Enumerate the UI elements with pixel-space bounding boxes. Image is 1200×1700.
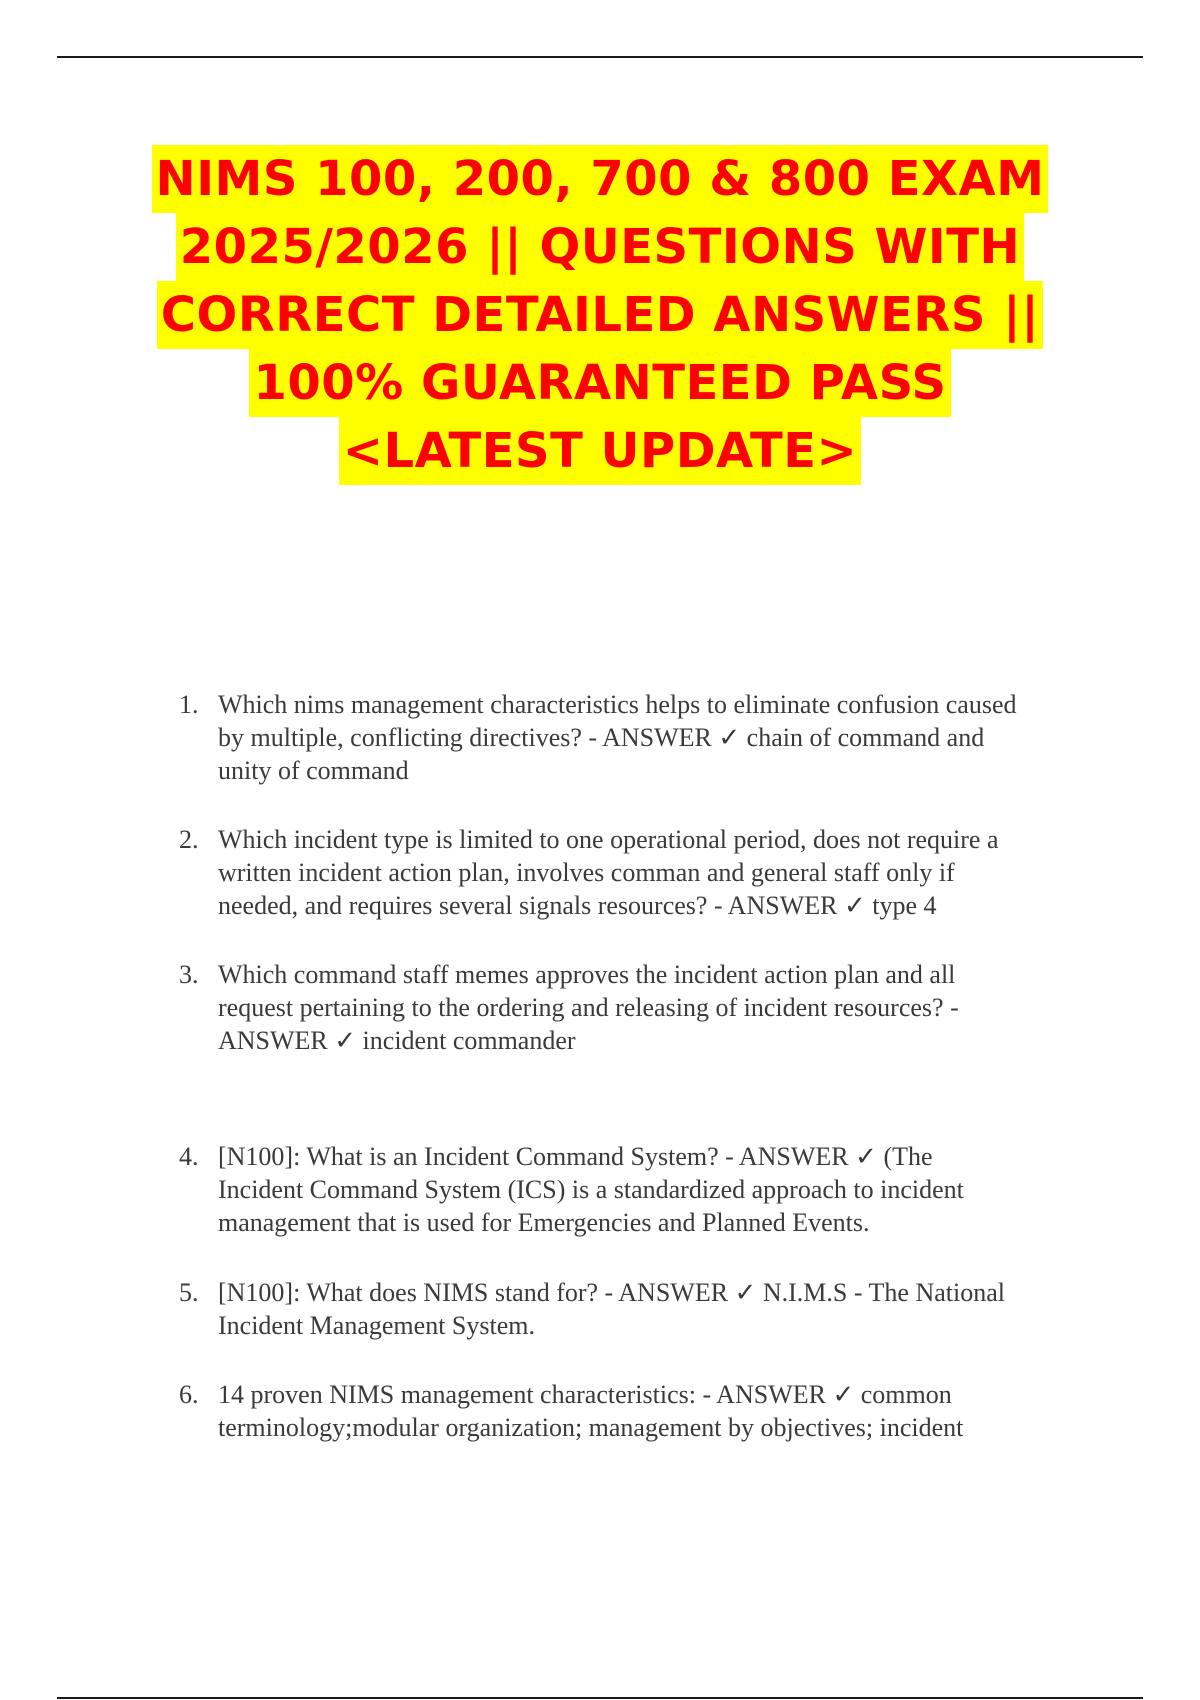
question-line: unity of command (218, 756, 409, 785)
question-text (218, 958, 1098, 1057)
document-title (0, 145, 1200, 485)
question-line: Incident Command System (ICS) is a standardized approach to incident (218, 1175, 964, 1204)
title-line-5: <LATEST UPDATE> (339, 417, 861, 485)
question-number: 4. (179, 1142, 199, 1171)
question-number: 6. (179, 1380, 199, 1409)
question-line: management that is used for Emergencies and Planned Events. (218, 1208, 870, 1237)
question-line: written incident action plan, involves comman and general staff only if (218, 858, 955, 887)
question-number: 2. (179, 825, 199, 854)
title-line-4: 100% GUARANTEED PASS (249, 349, 950, 417)
question-text (218, 823, 1098, 922)
question-line: [N100]: What does NIMS stand for? - ANSWER ✓ N.I.M.S - The National (218, 1278, 1005, 1307)
question-line: needed, and requires several signals resources? - ANSWER ✓ type 4 (218, 891, 937, 920)
question-line: Which command staff memes approves the incident action plan and all (218, 960, 956, 989)
question-line: ANSWER ✓ incident commander (218, 1026, 576, 1055)
question-line: Which incident type is limited to one operational period, does not require a (218, 825, 999, 854)
question-number: 1. (179, 690, 199, 719)
question-text (218, 1378, 1098, 1444)
question-line: terminology;modular organization; management by objectives; incident (218, 1413, 964, 1442)
title-line-2: 2025/2026 || QUESTIONS WITH (176, 213, 1024, 281)
question-text (218, 1276, 1098, 1342)
question-text (218, 688, 1098, 787)
question-number: 3. (179, 960, 199, 989)
question-line: request pertaining to the ordering and releasing of incident resources? - (218, 993, 959, 1022)
question-number: 5. (179, 1278, 199, 1307)
question-line: 14 proven NIMS management characteristics: - ANSWER ✓ common (218, 1380, 952, 1409)
title-line-3: CORRECT DETAILED ANSWERS || (157, 281, 1043, 349)
top-rule (57, 56, 1143, 58)
question-line: by multiple, conflicting directives? - ANSWER ✓ chain of command and (218, 723, 985, 752)
title-line-1: NIMS 100, 200, 700 & 800 EXAM (152, 145, 1049, 213)
bottom-rule (57, 1697, 1143, 1699)
question-line: Incident Management System. (218, 1311, 535, 1340)
question-text (218, 1140, 1098, 1239)
question-line: Which nims management characteristics helps to eliminate confusion caused (218, 690, 1017, 719)
question-line: [N100]: What is an Incident Command System? - ANSWER ✓ (The (218, 1142, 933, 1171)
